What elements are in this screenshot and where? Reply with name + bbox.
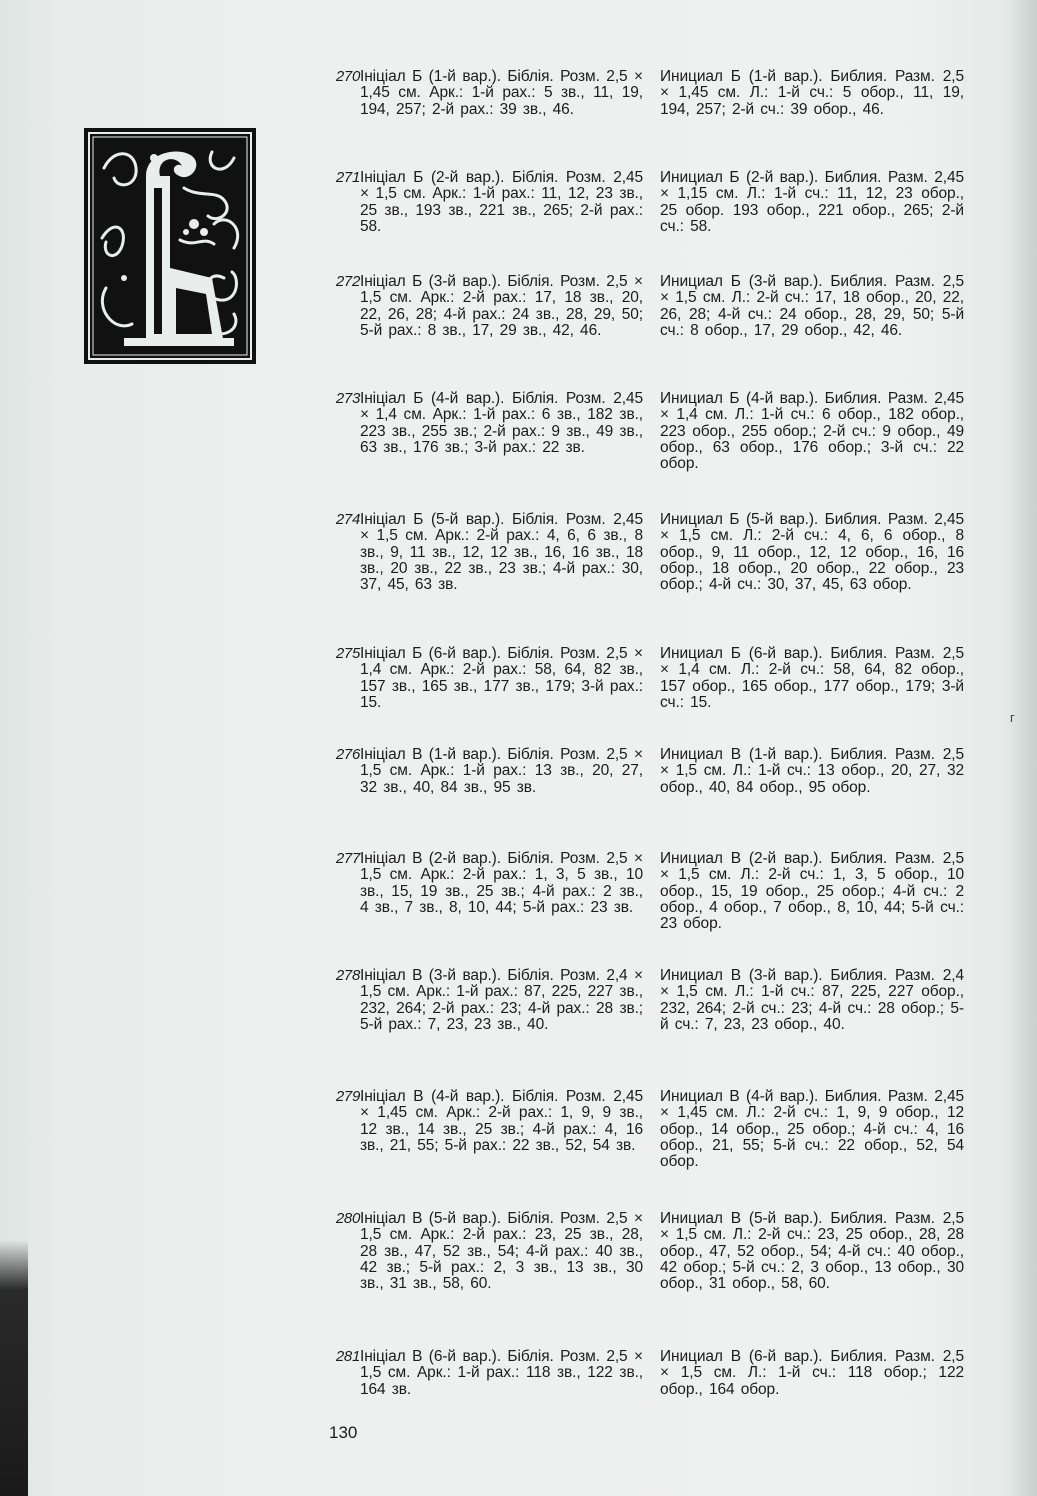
entry-number: 274: [335, 511, 360, 528]
entry-number: 275: [335, 645, 360, 662]
entry-number: 277: [335, 850, 360, 867]
entry-text-ukrainian: Ініціал Б (1-й вар.). Біблія. Розм. 2,5 × 1,45 см. Арк.: 1-й рах.: 5 зв., 11, 19, 194, 257; 2-й рах.: 39 зв., 46.: [360, 68, 643, 118]
decorated-initial-b-illustration: [84, 128, 256, 364]
entry-text-ukrainian: Ініціал Б (2-й вар.). Біблія. Розм. 2,45 × 1,5 см. Арк.: 1-й рах.: 11, 12, 23 зв., 25 зв., 193 зв., 221 зв., 265; 2-й рах.: 58.: [360, 169, 643, 235]
stray-mark: г: [1010, 710, 1015, 725]
entry-text-ukrainian: Ініціал В (1-й вар.). Біблія. Розм. 2,5 × 1,5 см. Арк.: 1-й рах.: 13 зв., 20, 27, 32 зв., 40, 84 зв., 95 зв.: [360, 746, 643, 796]
entry-text-ukrainian: Ініціал В (2-й вар.). Біблія. Розм. 2,5 × 1,5 см. Арк.: 2-й рах.: 1, 3, 5 зв., 10 зв., 15, 19 зв., 25 зв.; 4-й рах.: 2 зв., 4 зв., 7 зв., 8, 10, 44; 5-й рах.: 23 зв.: [360, 850, 643, 916]
entry-text-russian: Инициал Б (2-й вар.). Библия. Разм. 2,45 × 1,15 см. Л.: 1-й сч.: 11, 12, 23 обор., 25 обор. 193 обор., 221 обор., 265; 2-й сч.: 58.: [660, 169, 964, 235]
entry-text-ukrainian: Ініціал Б (5-й вар.). Біблія. Розм. 2,45 × 1,5 см. Арк.: 2-й рах.: 4, 6, 6 зв., 8 зв., 9, 11 зв., 12, 12 зв., 16, 16 зв., 18 зв., 20 зв., 22 зв., 23 зв.; 4-й рах.: 30, 37, 45, 63 зв.: [360, 511, 643, 594]
entry-text-russian: Инициал Б (6-й вар.). Библия. Разм. 2,5 × 1,4 см. Л.: 2-й сч.: 58, 64, 82 обор., 157 обор., 165 обор., 177 обор., 179; 3-й сч.: 15.: [660, 645, 964, 711]
entry-number: 280: [335, 1210, 360, 1227]
entry-text-russian: Инициал Б (1-й вар.). Библия. Разм. 2,5 × 1,45 см. Л.: 1-й сч.: 5 обор., 11, 19, 194, 257; 2-й сч.: 39 обор., 46.: [660, 68, 964, 118]
entry-text-russian: Инициал Б (5-й вар.). Библия. Разм. 2,45 × 1,5 см. Л.: 2-й сч.: 4, 6, 6 обор., 8 обор., 9, 11 обор., 12, 12 обор., 16, 16 обор., 18 обор., 20 обор., 22 обор., 23 обор.; 4-й сч.: 30, 37, 45, 63 обор.: [660, 511, 964, 594]
entry-number: 273: [335, 390, 360, 407]
entry-text-russian: Инициал В (4-й вар.). Библия. Разм. 2,45 × 1,45 см. Л.: 2-й сч.: 1, 9, 9 обор., 12 обор., 14 обор., 25 обор.; 4-й сч.: 4, 16 обор., 21, 55; 5-й сч.: 22 обор., 52, 54 обор.: [660, 1088, 964, 1171]
entry-text-ukrainian: Ініціал В (3-й вар.). Біблія. Розм. 2,4 × 1,5 см. Арк.: 1-й рах.: 87, 225, 227 зв., 232, 264; 2-й рах.: 23; 4-й рах.: 28 зв.; 5-й рах.: 7, 23, 23 зв., 40.: [360, 967, 643, 1033]
entry-text-russian: Инициал В (1-й вар.). Библия. Разм. 2,5 × 1,5 см. Л.: 1-й сч.: 13 обор., 20, 27, 32 обор., 40, 84 обор., 95 обор.: [660, 746, 964, 796]
entry-number: 281: [335, 1348, 360, 1365]
binding-shadow: [0, 1240, 28, 1496]
entry-number: 272: [335, 273, 360, 290]
entry-text-russian: Инициал В (6-й вар.). Библия. Разм. 2,5 × 1,5 см. Л.: 1-й сч.: 118 обор.; 122 обор., 164 обор.: [660, 1348, 964, 1398]
entry-text-ukrainian: Ініціал Б (3-й вар.). Біблія. Розм. 2,5 × 1,5 см. Арк.: 2-й рах.: 17, 18 зв., 20, 22, 26, 28; 4-й рах.: 24 зв., 28, 29, 50; 5-й рах.: 8 зв., 17, 29 зв., 42, 46.: [360, 273, 643, 339]
entry-text-russian: Инициал В (2-й вар.). Библия. Разм. 2,5 × 1,5 см. Л.: 2-й сч.: 1, 3, 5 обор., 10 обор., 15, 19 обор., 25 обор.; 4-й сч.: 2 обор., 4 обор., 7 обор., 8, 10, 44; 5-й сч.: 23 обор.: [660, 850, 964, 933]
entry-number: 270: [335, 68, 360, 85]
entry-text-ukrainian: Ініціал Б (4-й вар.). Біблія. Розм. 2,45 × 1,4 см. Арк.: 1-й рах.: 6 зв., 182 зв., 223 зв., 255 зв.; 2-й рах.: 9 зв., 49 зв., 63 зв., 176 зв.; 3-й рах.: 22 зв.: [360, 390, 643, 456]
entry-text-russian: Инициал Б (3-й вар.). Библия. Разм. 2,5 × 1,5 см. Л.: 2-й сч.: 17, 18 обор., 20, 22, 26, 28; 4-й сч.: 24 обор., 28, 29, 50; 5-й сч.: 8 обор., 17, 29 обор., 42, 46.: [660, 273, 964, 339]
entry-text-ukrainian: Ініціал В (4-й вар.). Біблія. Розм. 2,45 × 1,45 см. Арк.: 2-й рах.: 1, 9, 9 зв., 12 зв., 14 зв., 25 зв.; 4-й рах.: 4, 16 зв., 21, 55; 5-й рах.: 22 зв., 52, 54 зв.: [360, 1088, 643, 1154]
page-number: 130: [329, 1423, 358, 1442]
entry-text-russian: Инициал В (3-й вар.). Библия. Разм. 2,4 × 1,5 см. Л.: 1-й сч.: 87, 225, 227 обор., 232, 264; 2-й сч.: 23; 4-й сч.: 28 обор.; 5-й сч.: 7, 23, 23 обор., 40.: [660, 967, 964, 1033]
entry-number: 278: [335, 967, 360, 984]
entry-text-ukrainian: Ініціал В (5-й вар.). Біблія. Розм. 2,5 × 1,5 см. Арк.: 2-й рах.: 23, 25 зв., 28, 28 зв., 47, 52 зв., 54; 4-й рах.: 40 зв., 42 зв.; 5-й рах.: 2, 3 зв., 13 зв., 30 зв., 31 зв., 58, 60.: [360, 1210, 643, 1293]
entry-text-russian: Инициал В (5-й вар.). Библия. Разм. 2,5 × 1,5 см. Л.: 2-й сч.: 23, 25 обор., 28, 28 обор., 47, 52 обор., 54; 4-й сч.: 40 обор., 42 обор.; 5-й сч.: 2, 3 обор., 13 обор., 30 обор., 31 обор., 58, 60.: [660, 1210, 964, 1293]
entry-number: 271: [335, 169, 360, 186]
page-edge: [1005, 0, 1037, 1496]
entry-text-ukrainian: Ініціал В (6-й вар.). Біблія. Розм. 2,5 × 1,5 см. Арк.: 1-й рах.: 118 зв., 122 зв., 164 зв.: [360, 1348, 643, 1398]
entry-text-ukrainian: Ініціал Б (6-й вар.). Біблія. Розм. 2,5 × 1,4 см. Арк.: 2-й рах.: 58, 64, 82 зв., 157 зв., 165 зв., 177 зв., 179; 3-й рах.: 15.: [360, 645, 643, 711]
entry-number: 279: [335, 1088, 360, 1105]
entry-number: 276: [335, 746, 360, 763]
entry-text-russian: Инициал Б (4-й вар.). Библия. Разм. 2,45 × 1,4 см. Л.: 1-й сч.: 6 обор., 182 обор., 223 обор., 255 обор.; 2-й сч.: 9 обор., 49 обор., 63 обор., 176 обор.; 3-й сч.: 22 обор.: [660, 390, 964, 473]
